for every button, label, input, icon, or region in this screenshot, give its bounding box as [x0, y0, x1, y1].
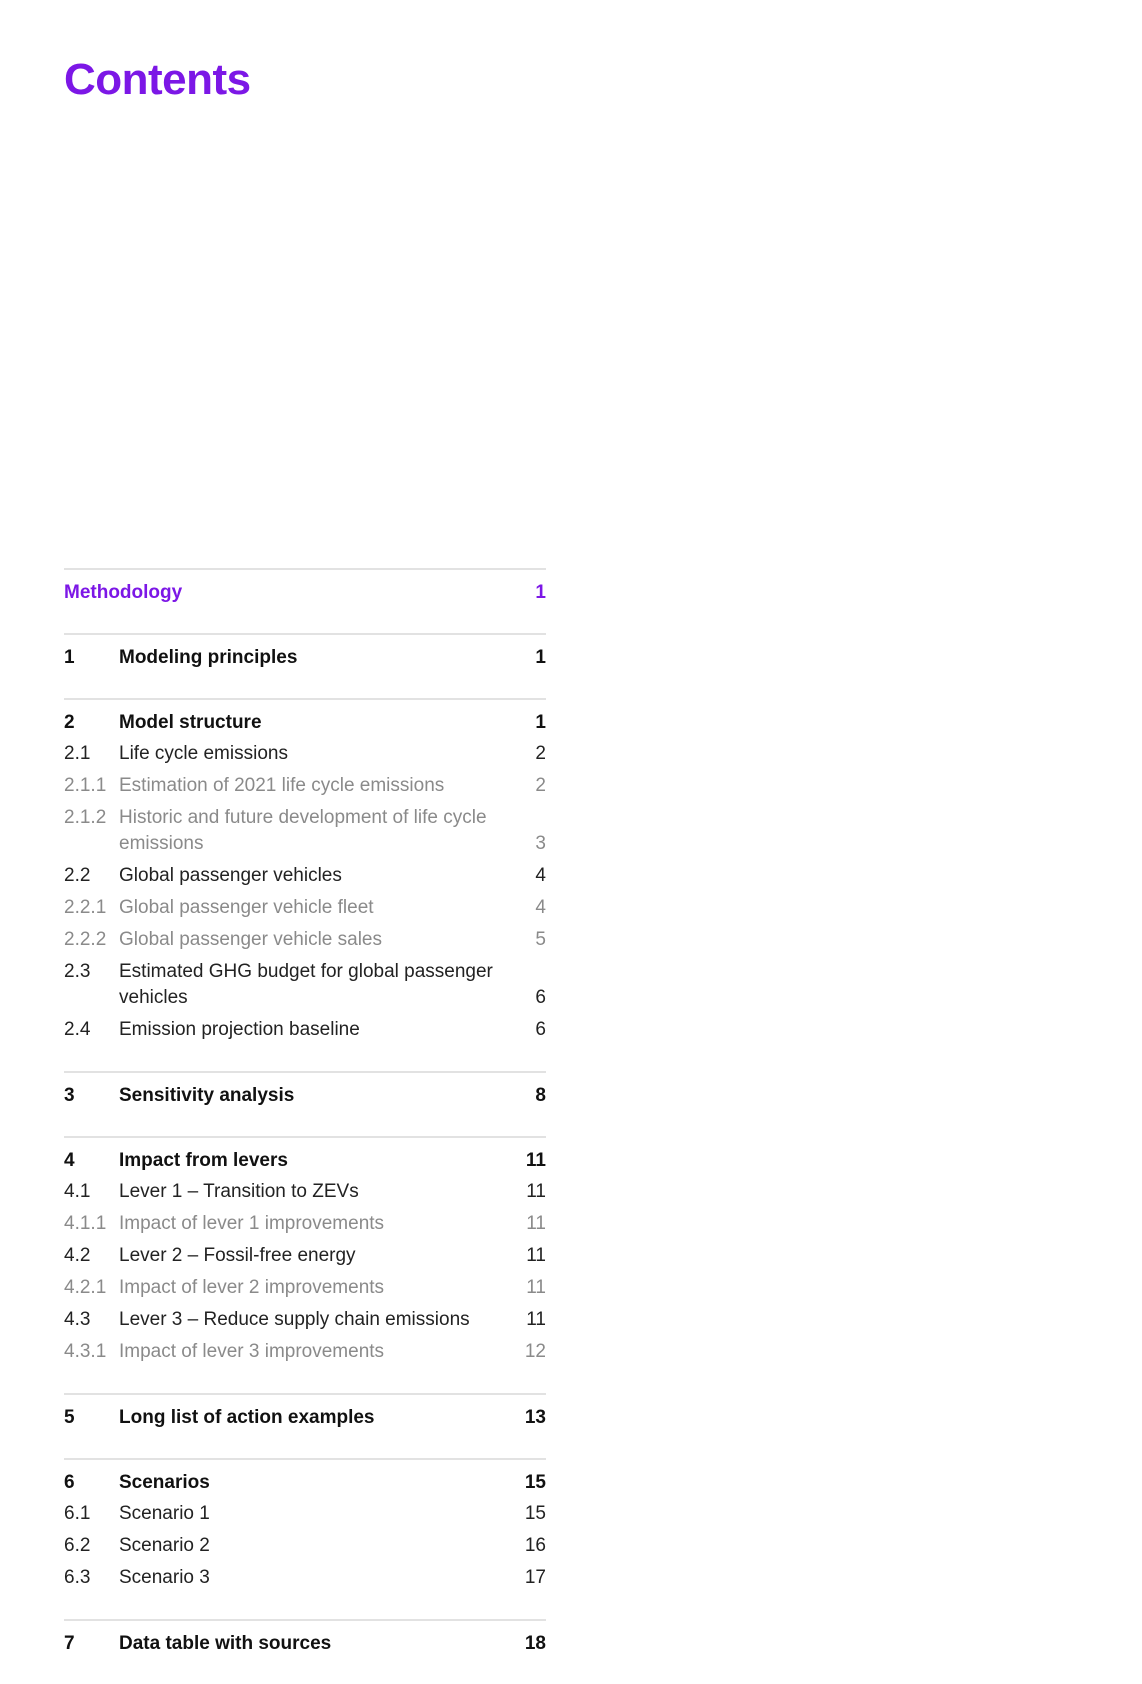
- toc-entry-number: 2.1.2: [64, 807, 107, 828]
- toc-entry-page: 12: [524, 1341, 546, 1362]
- toc-entry-label: Life cycle emissions: [119, 743, 288, 764]
- toc-entry-number: 3: [64, 1085, 75, 1106]
- toc-entry-label: Lever 2 – Fossil-free energy: [119, 1245, 356, 1266]
- toc-entry-page: 15: [524, 1503, 546, 1524]
- toc-entry-number: 4.2.1: [64, 1277, 107, 1298]
- toc-entry-page: 4: [535, 865, 546, 886]
- toc-entry-page: 11: [526, 1245, 546, 1266]
- toc-entry-2-2-2[interactable]: [64, 924, 546, 956]
- toc-entry-2-4[interactable]: [64, 1014, 546, 1046]
- toc-entry-page: 11: [525, 1150, 546, 1171]
- toc-entry-sensitivity-analysis[interactable]: [64, 1079, 546, 1111]
- toc-entry-4-2-1[interactable]: [64, 1272, 546, 1304]
- toc-entry-number: 7: [64, 1633, 75, 1654]
- toc-entry-page: 11: [526, 1277, 546, 1298]
- toc-entry-page: 15: [524, 1472, 546, 1493]
- toc-entry-number: 4.3.1: [64, 1341, 107, 1362]
- toc-entry-label: Modeling principles: [119, 647, 298, 668]
- toc-entry-6-3[interactable]: [64, 1562, 546, 1594]
- toc-entry-model-structure[interactable]: [64, 706, 546, 738]
- toc-entry-number: 2.1.1: [64, 775, 107, 796]
- toc-entry-label: Estimated GHG budget for global passenger vehicles: [119, 961, 493, 1008]
- toc-entry-label: Scenarios: [119, 1472, 210, 1493]
- toc-entry-label: Lever 1 – Transition to ZEVs: [119, 1181, 359, 1202]
- toc-entry-label: Historic and future development of life cycle emissions: [119, 807, 487, 854]
- toc-entry-4-1-1[interactable]: [64, 1208, 546, 1240]
- toc-entry-page: 1: [535, 647, 546, 668]
- toc-entry-2-1[interactable]: [64, 738, 546, 770]
- toc-entry-page: 8: [535, 1085, 546, 1106]
- toc-entry-2-1-1[interactable]: [64, 770, 546, 802]
- toc-entry-number: 5: [64, 1407, 75, 1428]
- toc-entry-number: 6: [64, 1472, 75, 1493]
- toc-entry-scenarios[interactable]: [64, 1466, 546, 1498]
- toc-entry-page: 16: [524, 1535, 546, 1556]
- toc-entry-number: 1: [64, 647, 75, 668]
- toc-entry-number: 4.1: [64, 1181, 91, 1202]
- toc-entry-label: Estimation of 2021 life cycle emissions: [119, 775, 445, 796]
- toc-entry-page: 11: [526, 1181, 546, 1202]
- toc-entry-page: 6: [535, 987, 546, 1008]
- toc-entry-label: Sensitivity analysis: [119, 1085, 295, 1106]
- toc-entry-methodology[interactable]: [64, 576, 546, 608]
- toc-entry-number: 2.2.1: [64, 897, 107, 918]
- toc-entry-label: Scenario 3: [119, 1567, 210, 1588]
- toc-entry-label: Impact from levers: [119, 1150, 288, 1171]
- toc-entry-4-3[interactable]: [64, 1304, 546, 1336]
- toc-entry-label: Scenario 1: [119, 1503, 210, 1524]
- toc-section-6: [64, 1458, 546, 1594]
- toc-entry-number: 4.2: [64, 1245, 91, 1266]
- toc-entry-number: 2.3: [64, 961, 91, 982]
- toc-section-7: [64, 1619, 546, 1659]
- toc-section-1: [64, 633, 546, 673]
- table-of-contents: [64, 568, 546, 1684]
- toc-entry-page: 11: [526, 1213, 546, 1234]
- toc-entry-label: Data table with sources: [119, 1633, 332, 1654]
- toc-entry-number: 4.1.1: [64, 1213, 107, 1234]
- toc-entry-page: 11: [526, 1309, 546, 1330]
- toc-entry-label: Global passenger vehicles: [119, 865, 342, 886]
- toc-section-2: [64, 698, 546, 1046]
- toc-entry-number: 6.3: [64, 1567, 91, 1588]
- toc-entry-page: 2: [535, 775, 546, 796]
- toc-entry-label: Lever 3 – Reduce supply chain emissions: [119, 1309, 470, 1330]
- toc-entry-page: 6: [535, 1019, 546, 1040]
- toc-entry-long-list-of-action-examples[interactable]: [64, 1401, 546, 1433]
- toc-entry-page: 5: [535, 929, 546, 950]
- page-title: Contents: [64, 55, 251, 104]
- toc-entry-page: 1: [535, 582, 546, 603]
- toc-entry-label: Model structure: [119, 712, 262, 733]
- toc-entry-impact-from-levers[interactable]: [64, 1144, 546, 1176]
- toc-section-3: [64, 1071, 546, 1111]
- toc-entry-number: 2.1: [64, 743, 91, 764]
- toc-entry-4-3-1[interactable]: [64, 1336, 546, 1368]
- toc-entry-label: Scenario 2: [119, 1535, 210, 1556]
- toc-section-5: [64, 1393, 546, 1433]
- toc-entry-2-2[interactable]: [64, 860, 546, 892]
- toc-entry-page: 3: [535, 833, 546, 854]
- toc-section-4: [64, 1136, 546, 1368]
- toc-entry-page: 2: [535, 743, 546, 764]
- toc-entry-label: Global passenger vehicle sales: [119, 929, 382, 950]
- toc-entry-page: 1: [535, 712, 546, 733]
- toc-entry-6-2[interactable]: [64, 1530, 546, 1562]
- toc-entry-page: 18: [524, 1633, 546, 1654]
- toc-entry-label: Methodology: [64, 582, 183, 603]
- toc-entry-number: 2.2.2: [64, 929, 107, 950]
- toc-entry-label: Global passenger vehicle fleet: [119, 897, 374, 918]
- toc-entry-4-1[interactable]: [64, 1176, 546, 1208]
- toc-entry-number: 4: [64, 1150, 75, 1171]
- toc-entry-page: 4: [535, 897, 546, 918]
- toc-entry-number: 2.4: [64, 1019, 91, 1040]
- toc-entry-2-1-2[interactable]: [64, 802, 546, 860]
- toc-entry-label: Long list of action examples: [119, 1407, 375, 1428]
- toc-entry-data-table-with-sources[interactable]: [64, 1627, 546, 1659]
- toc-entry-label: Impact of lever 2 improvements: [119, 1277, 385, 1298]
- toc-entry-page: 13: [524, 1407, 546, 1428]
- toc-entry-modeling-principles[interactable]: [64, 641, 546, 673]
- toc-entry-number: 2: [64, 712, 75, 733]
- toc-entry-number: 6.1: [64, 1503, 91, 1524]
- toc-entry-page: 17: [524, 1567, 546, 1588]
- toc-entry-label: Emission projection baseline: [119, 1019, 360, 1040]
- toc-entry-2-3[interactable]: [64, 956, 546, 1014]
- toc-entry-label: Impact of lever 1 improvements: [119, 1213, 385, 1234]
- toc-entry-number: 6.2: [64, 1535, 91, 1556]
- toc-entry-6-1[interactable]: [64, 1498, 546, 1530]
- toc-section-methodology: [64, 568, 546, 608]
- toc-entry-4-2[interactable]: [64, 1240, 546, 1272]
- toc-entry-number: 4.3: [64, 1309, 91, 1330]
- toc-entry-number: 2.2: [64, 865, 91, 886]
- toc-entry-2-2-1[interactable]: [64, 892, 546, 924]
- toc-entry-label: Impact of lever 3 improvements: [119, 1341, 385, 1362]
